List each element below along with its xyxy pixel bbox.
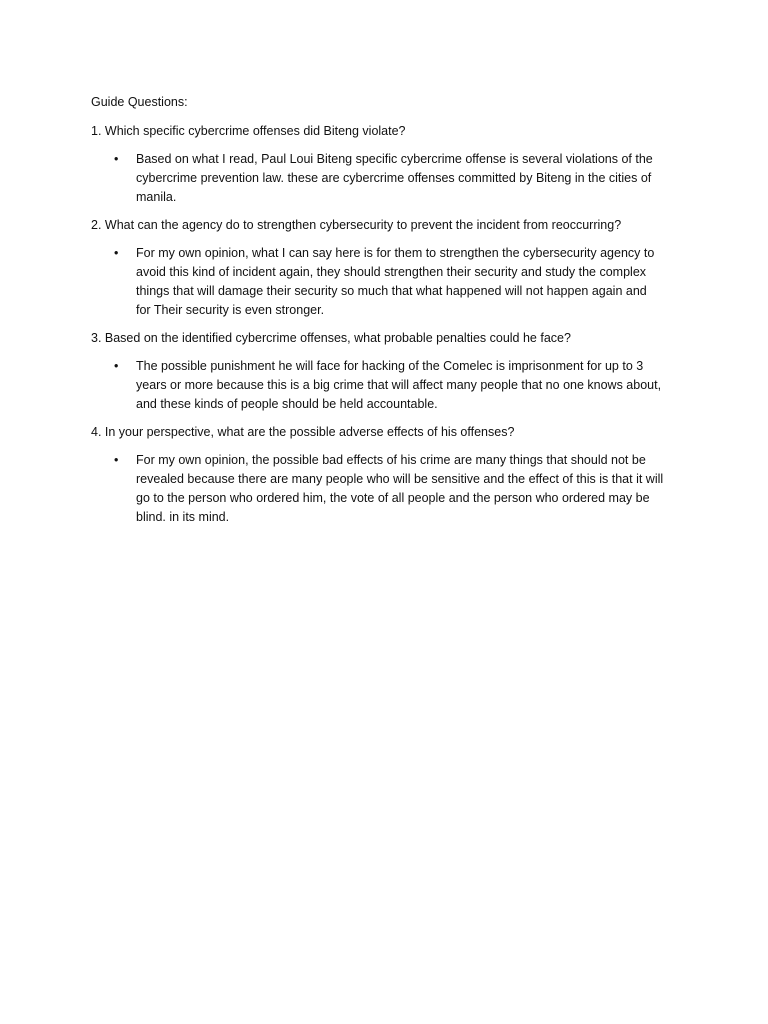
- bullet-icon: •: [114, 152, 119, 166]
- question-1: 1. Which specific cybercrime offenses did Biteng violate?: [91, 124, 406, 138]
- bullet-icon: •: [114, 359, 119, 373]
- answer-line: go to the person who ordered him, the vote of all people and the person who ordered may be: [136, 491, 650, 505]
- answer-2: [91, 244, 681, 320]
- answer-list-2: [91, 244, 691, 320]
- bullet-icon: •: [114, 246, 119, 260]
- answer-line: The possible punishment he will face for hacking of the Comelec is imprisonment for up to 3: [136, 359, 644, 373]
- answer-line: For my own opinion, the possible bad effects of his crime are many things that should not be: [136, 453, 646, 467]
- answer-line: things that will damage their security so much that what happened will not happen again and: [136, 284, 647, 298]
- answer-3: [91, 357, 681, 414]
- bullet-icon: •: [114, 453, 119, 467]
- answer-line: years or more because this is a big crime that will affect many people that no one knows about,: [136, 378, 662, 392]
- question-3: 3. Based on the identified cybercrime offenses, what probable penalties could he face?: [91, 331, 571, 345]
- answer-line: avoid this kind of incident again, they should strengthen their security and study the complex: [136, 265, 647, 279]
- answer-line: manila.: [136, 190, 177, 204]
- answer-line: For my own opinion, what I can say here is for them to strengthen the cybersecurity agency to: [136, 246, 655, 260]
- page-heading: Guide Questions:: [91, 95, 188, 109]
- answer-1: [91, 150, 681, 207]
- answer-list-1: [91, 150, 691, 207]
- answer-line: revealed because there are many people who will be sensitive and the effect of this is that it will: [136, 472, 664, 486]
- answer-line: for Their security is even stronger.: [136, 303, 325, 317]
- document-body: [91, 93, 691, 536]
- answer-list-4: [91, 451, 691, 527]
- answer-line: blind. in its mind.: [136, 510, 230, 524]
- question-2: 2. What can the agency do to strengthen cybersecurity to prevent the incident from reoccurring?: [91, 218, 622, 232]
- answer-line: and these kinds of people should be held accountable.: [136, 397, 438, 411]
- answer-line: Based on what I read, Paul Loui Biteng specific cybercrime offense is several violations of the: [136, 152, 653, 166]
- question-list: [91, 122, 691, 527]
- answer-4: [91, 451, 681, 527]
- answer-list-3: [91, 357, 691, 414]
- question-4: 4. In your perspective, what are the possible adverse effects of his offenses?: [91, 425, 515, 439]
- answer-line: cybercrime prevention law. these are cybercrime offenses committed by Biteng in the cities of: [136, 171, 652, 185]
